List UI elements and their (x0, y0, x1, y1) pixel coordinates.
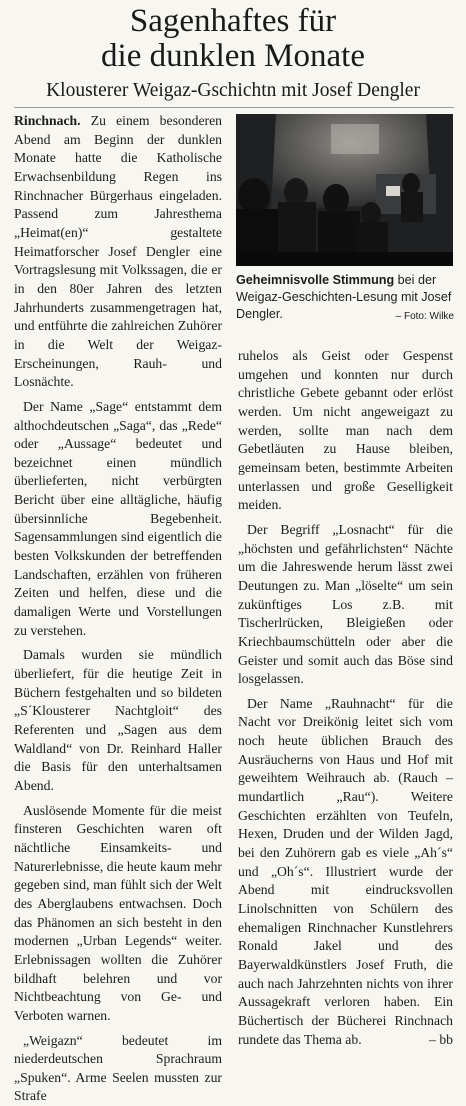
article-column-right (238, 347, 453, 1049)
photo-credit: – Foto: Wilke (396, 308, 454, 325)
paragraph-3: Damals wurden sie mündlich überliefert, für die heutige Zeit in Büchern festgehalten und so bildeten „S´Klousterer Nachtgloit“ des Referenten und „Sagen aus dem Waldland“ von Dr. Reinhard Haller die Basis für den unterhaltsamen Abend. (14, 646, 222, 795)
caption-text: bei der Weigaz-Geschichten-Lesung mit Josef Dengler. (236, 273, 451, 321)
reading-audience-image (236, 114, 453, 266)
paragraph-2: Der Name „Sage“ entstammt dem althochdeutschen „Saga“, das „Rede“ oder „Aussage“ bedeutet und bezeichnet einen mündlich überlieferten, nicht verbürgten Bericht über eine alltägliche, häufig übersinnliche Begebenheit. Sagensammlungen sind eigentlich die besten Volkskunden der betreffenden Landschaften, erzählen von früheren Zeiten und helfen, diese und die damaligen Werte und Vorstellungen zu verstehen. (14, 398, 222, 641)
dateline: Rinchnach. (14, 113, 81, 128)
article-headline (0, 4, 466, 74)
paragraph-intro (14, 112, 222, 392)
paragraph-8 (238, 695, 453, 1049)
paragraph-8-text: Der Name „Rauhnacht“ für die Nacht vor Dreikönig leitet sich vom noch heute üblichen Brauch des Ausräucherns von Haus und Hof mit geweihtem Weihrauch ab. (Rauch – mundartlich „Rau“). Weitere Geschichten erzählten von Teufeln, Hexen, Druden und der Wilden Jagd, bei den Zuhörern gab es viele „Ah´s“ und „Oh´s“. Illustriert wurde der Abend mit eindrucksvollen Linolschnitten von Schülern des ehemaligen Rinchnacher Kunstlehrers Ronald Jakel und des Bayerwaldkünstlers Josef Fruth, die auch nach Jahrzehnten nichts von ihrer Aussagekraft verloren haben. Ein Büchertisch der Bücherei Rinchnach rundete das Thema ab. (238, 696, 453, 1047)
headline-line-2: die dunklen Monate (101, 38, 365, 74)
article-photo (236, 114, 453, 266)
author-signature: – bb (420, 1031, 453, 1050)
caption-title: Geheimnisvolle Stimmung (236, 273, 394, 287)
article-subheadline: Klousterer Weigaz-Gschichtn mit Josef Dengler (0, 80, 466, 102)
paragraph-5: „Weigazn“ bedeutet im niederdeutschen Sprachraum „Spuken“. Arme Seelen mussten zur Strafe (14, 1032, 222, 1106)
paragraph-7: Der Begriff „Losnacht“ für die „höchsten und gefährlichsten“ Nächte um die Jahreswende herum lässt zwei Deutungen zu. Man „löselte“ um sein zukünftiges Los z.B. mit Tischerlrücken, Bleigießen oder Kriechbaumschütteln oder aber die Geister und somit auch das Böse sind losgelassen. (238, 521, 453, 689)
paragraph-4: Auslösende Momente für die meist finsteren Geschichten waren oft nächtliche Einsamkeits- und Naturerlebnisse, die heute kaum mehr gegeben sind, man fühlt sich der Welt des Aberglaubens entwachsen. Doch das Phänomen an sich besteht in den modernen „Urban Legends“ weiter. Erlebnissagen wollten die Zuhörer bildhaft belehren und vor Nichtbeachtung von Ge- und Verboten warnen. (14, 802, 222, 1026)
article-column-left (14, 112, 222, 1106)
paragraph-6: ruhelos als Geist oder Gespenst umgehen und konnten nur durch christliche Gebete gebannt oder erlöst werden. Um nicht angeweigazt zu werden, sollte man nach dem Gebetläuten zu Hause bleiben, gemeinsam beten, bestimmte Arbeiten unterlassen und große Geselligkeit meiden. (238, 347, 453, 515)
divider-rule (14, 107, 454, 108)
paragraph-intro-text: Zu einem besonderen Abend am Beginn der dunklen Monate hatte die Katholische Erwachsenbildung Regen ins Rinchnacher Bürgerhaus eingeladen. Passend zum Jahresthema „Heimat(en)“ gestaltete Heimatforscher Josef Dengler eine Vortragslesung mit Volkssagen, die er in den 80er Jahren des letzten Jahrhunderts zusammengetragen hat, und entführte die zahlreichen Zuhörer in die Welt der Weigaz-Erscheinungen, Rauh- und Losnächte. (14, 113, 222, 389)
photo-caption (236, 272, 454, 325)
headline-line-1: Sagenhaftes für (130, 3, 336, 39)
